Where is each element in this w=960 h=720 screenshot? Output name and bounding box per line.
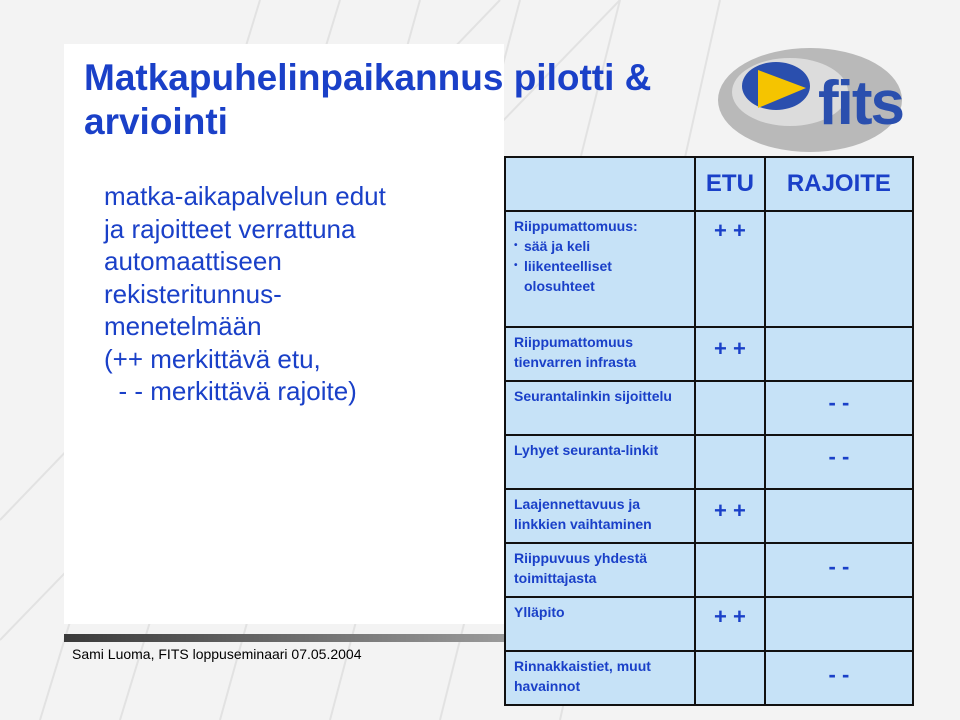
table-row [505,597,913,651]
row-label-cell [505,489,695,543]
row-label-cell [505,381,695,435]
table-row [505,381,913,435]
etu-cell [695,381,765,435]
row-label: Laajennettavuus ja linkkien vaihtaminen [514,496,652,532]
row-label: Riippuvuus yhdestä toimittajasta [514,550,648,586]
row-label-cell [505,651,695,705]
row-label: Riippumattomuus: [514,218,638,234]
subtitle-text [104,180,504,408]
rajoite-cell [765,211,913,327]
table-row [505,211,913,327]
table-row [505,327,913,381]
table-row [505,489,913,543]
etu-cell [695,651,765,705]
etu-value: + + [714,498,746,523]
etu-value: + + [714,604,746,629]
rajoite-cell [765,381,913,435]
row-label-cell [505,435,695,489]
etu-cell [695,597,765,651]
subtitle-line: automaattiseen [104,246,282,276]
subtitle-line: (++ merkittävä etu, [104,343,321,374]
rajoite-cell [765,597,913,651]
subtitle-line: ja rajoitteet verrattuna [104,213,356,244]
rajoite-cell [765,327,913,381]
row-label-cell [505,327,695,381]
row-label: Rinnakkaistiet, muut havainnot [514,658,651,694]
header-cell-empty [505,157,695,211]
subtitle-line: menetelmään [104,311,262,341]
footer-text: Sami Luoma, FITS loppuseminaari 07.05.2004 [72,646,362,662]
page-title: Matkapuhelinpaikannus pilotti & arviointi [84,57,652,143]
subtitle-line: matka-aikapalvelun edut [104,181,386,211]
etu-cell [695,327,765,381]
row-label: Riippumattomuus tienvarren infrasta [514,334,637,370]
table-row [505,651,913,705]
row-label-cell [505,597,695,651]
etu-cell [695,543,765,597]
row-label: Seurantalinkin sijoittelu [514,388,672,404]
row-label: Lyhyet seuranta-linkit [514,442,659,458]
header-etu: ETU [695,157,765,211]
table-row [505,543,913,597]
fits-logo-icon [718,44,948,154]
rajoite-value: - - [828,662,850,687]
rajoite-value: - - [828,554,850,579]
table-header-row [505,157,913,211]
row-bullet: • liikenteelliset [514,256,688,276]
header-rajoite: RAJOITE [765,157,913,211]
rajoite-value: - - [828,444,850,469]
row-label-cell [505,543,695,597]
etu-cell [695,211,765,327]
rajoite-cell [765,489,913,543]
subtitle-line: rekisteritunnus- [104,278,282,309]
table-row [505,435,913,489]
rajoite-cell [765,651,913,705]
subtitle-line: - - merkittävä rajoite) [104,376,357,406]
etu-value: + + [714,218,746,243]
footer-bar [64,634,504,642]
row-bullet-continuation: olosuhteet [524,278,595,294]
etu-cell [695,435,765,489]
logo-text: fits [818,69,903,138]
etu-value: + + [714,336,746,361]
row-bullet: • sää ja keli [514,236,688,256]
comparison-table [504,156,914,706]
etu-cell [695,489,765,543]
row-label-cell [505,211,695,327]
rajoite-value: - - [828,390,850,415]
rajoite-cell [765,543,913,597]
row-label: Ylläpito [514,604,565,620]
rajoite-cell [765,435,913,489]
